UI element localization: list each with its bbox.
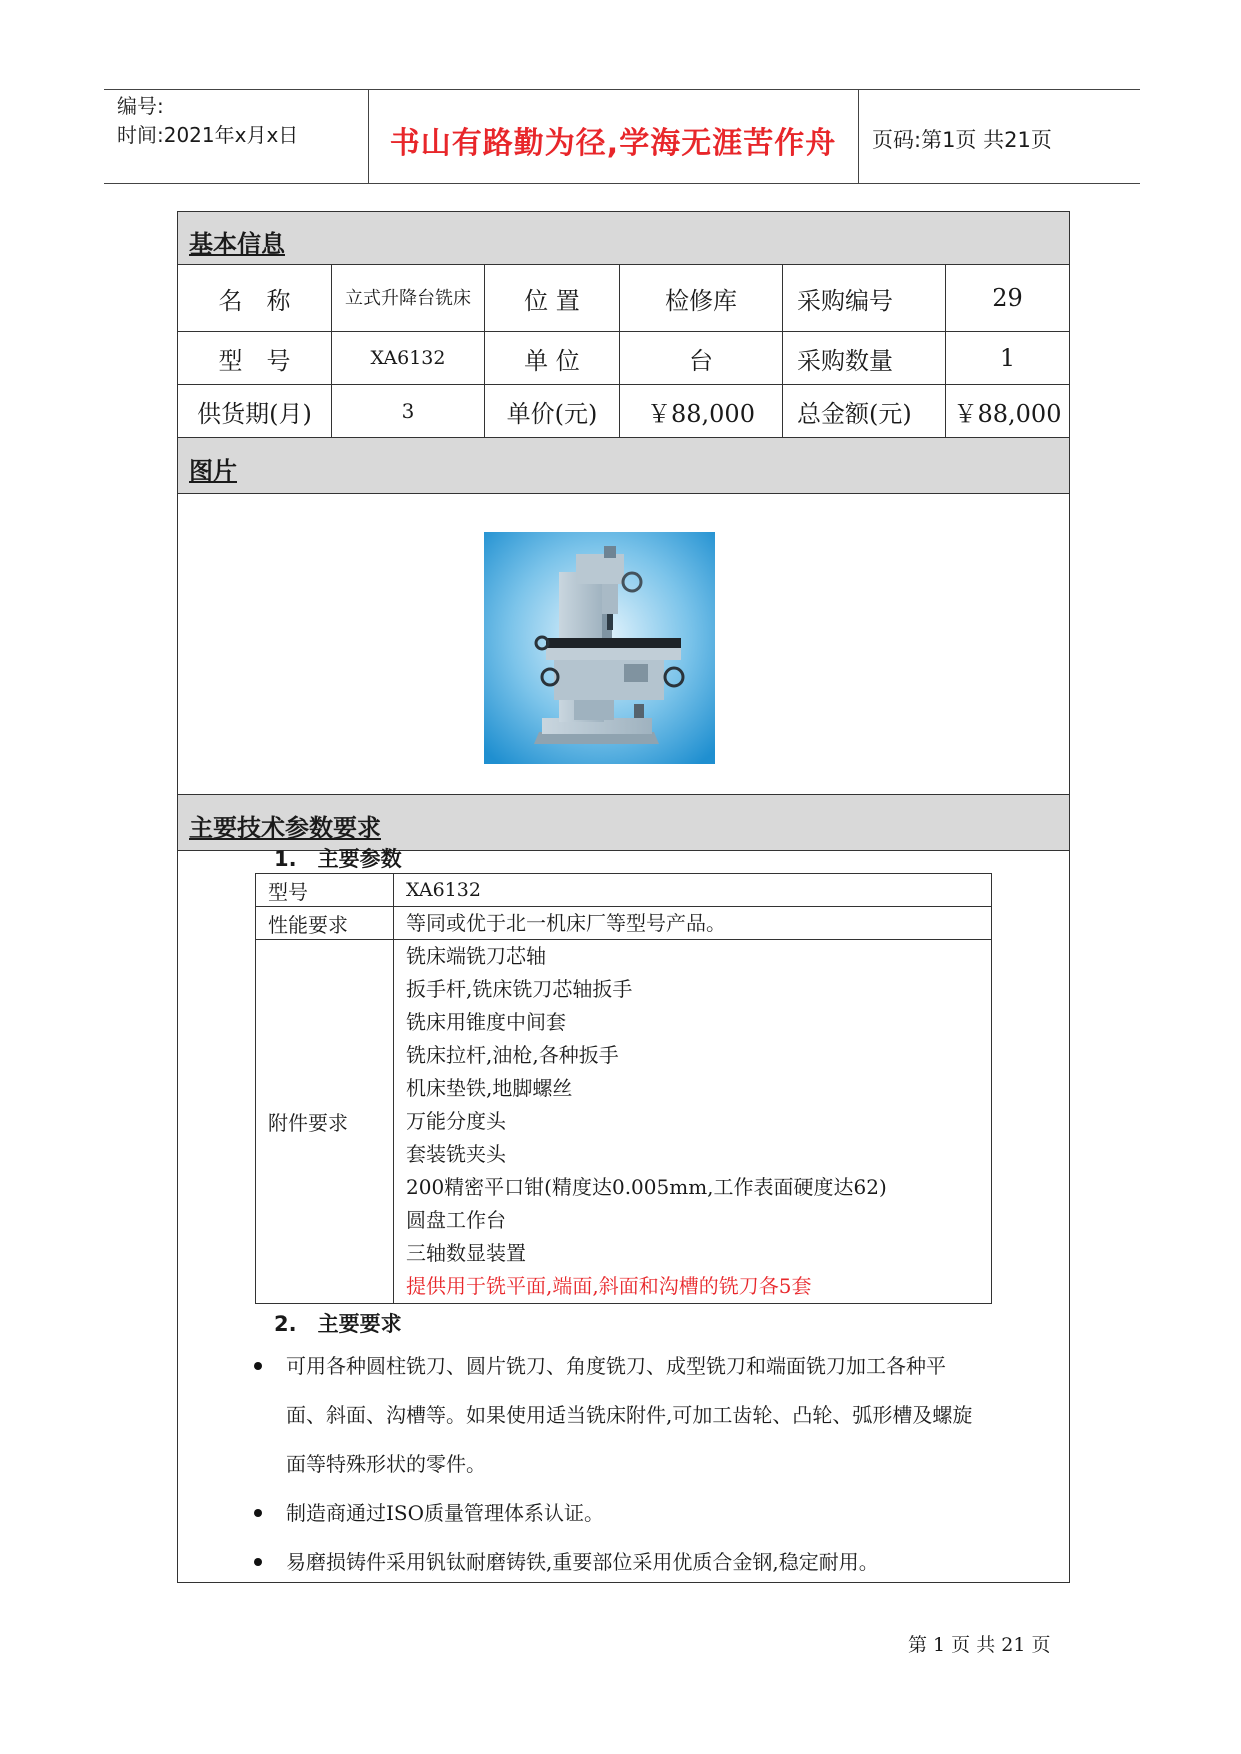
params-performance-label: 性能要求 (256, 907, 394, 939)
header-bottom-rule (104, 183, 1140, 184)
name-value: 立式升降台铣床 (345, 287, 471, 309)
accessory-item: 铣床端铣刀芯轴 (406, 944, 546, 968)
location-label: 位 置 (524, 286, 580, 315)
purchase-number-label: 采购编号 (797, 286, 893, 315)
header-motto: 书山有路勤为径,学海无涯苦作舟 (389, 126, 837, 161)
basic-info-title: 基本信息 (189, 230, 285, 258)
accessory-item: 200精密平口钳(精度达0.005mm,工作表面硬度达62) (406, 1175, 887, 1199)
footer-page-number: 第 1 页 共 21 页 (908, 1634, 1051, 1656)
main-requirements-subtitle: 2. 主要要求 (274, 1312, 402, 1336)
document-number-label: 编号: (117, 94, 164, 118)
accessory-item: 铣床用锥度中间套 (406, 1010, 566, 1034)
params-row-model (256, 874, 991, 907)
accessory-item: 机床垫铁,地脚螺丝 (406, 1076, 573, 1100)
name-label: 名 称 (218, 286, 291, 315)
accessory-item: 万能分度头 (406, 1109, 506, 1133)
bullet-icon (254, 1558, 262, 1566)
params-performance-value: 等同或优于北一机床厂等型号产品。 (406, 911, 726, 935)
unit-price-value: ￥88,000 (647, 399, 755, 428)
tech-params-title: 主要技术参数要求 (189, 814, 381, 842)
accessory-item: 套装铣夹头 (406, 1142, 506, 1166)
unit-value: 台 (689, 346, 713, 375)
spec-sheet (177, 211, 1070, 1583)
basic-info-header (178, 212, 1069, 265)
params-accessories-label: 附件要求 (256, 940, 394, 1303)
accessories-list (394, 940, 991, 1303)
requirement-text: 制造商通过ISO质量管理体系认证。 (286, 1501, 604, 1525)
quantity-value: 1 (999, 344, 1016, 372)
bullet-icon (254, 1362, 262, 1370)
model-label: 型 号 (218, 346, 291, 375)
header-top-rule (104, 89, 1140, 90)
accessory-item: 扳手杆,铣床铣刀芯轴扳手 (406, 977, 633, 1001)
document-time-label: 时间:2021年x月x日 (117, 123, 299, 147)
milling-machine-photo (484, 532, 715, 764)
picture-header (178, 438, 1069, 494)
header-divider (858, 90, 859, 184)
total-amount-value: ￥88,000 (953, 399, 1062, 428)
header-page-indicator: 页码:第1页 共21页 (872, 128, 1052, 152)
requirement-item (254, 1342, 974, 1489)
bullet-icon (254, 1509, 262, 1517)
accessory-item: 三轴数显装置 (406, 1241, 526, 1265)
params-model-value: XA6132 (406, 879, 481, 901)
delivery-label: 供货期(月) (197, 399, 312, 428)
quantity-label: 采购数量 (797, 346, 893, 375)
requirement-text: 可用各种圆柱铣刀、圆片铣刀、角度铣刀、成型铣刀和端面铣刀加工各种平面、斜面、沟槽等。如果使用适当铣床附件,可加工齿轮、凸轮、弧形槽及螺旋面等特殊形状的零件。 (286, 1354, 973, 1476)
params-table (255, 873, 992, 1304)
purchase-number-value: 29 (992, 284, 1023, 312)
accessory-item-highlight: 提供用于铣平面,端面,斜面和沟槽的铣刀各5套 (406, 1274, 812, 1298)
unit-label: 单 位 (524, 346, 580, 375)
total-amount-label: 总金额(元) (797, 399, 912, 428)
requirement-item (254, 1489, 974, 1538)
params-model-label: 型号 (256, 874, 394, 906)
requirement-text: 易磨损铸件采用钒钛耐磨铸铁,重要部位采用优质合金钢,稳定耐用。 (286, 1550, 879, 1574)
params-row-performance (256, 907, 991, 940)
accessory-item: 圆盘工作台 (406, 1208, 506, 1232)
main-params-subtitle: 1. 主要参数 (274, 847, 402, 871)
accessory-item: 铣床拉杆,油枪,各种扳手 (406, 1043, 619, 1067)
model-value: XA6132 (370, 347, 446, 369)
requirement-item (254, 1538, 974, 1587)
params-row-accessories (256, 940, 991, 1303)
location-value: 检修库 (665, 286, 737, 315)
header-meta (117, 92, 298, 150)
unit-price-label: 单价(元) (506, 399, 598, 428)
delivery-value: 3 (401, 399, 415, 423)
picture-title: 图片 (189, 457, 237, 485)
